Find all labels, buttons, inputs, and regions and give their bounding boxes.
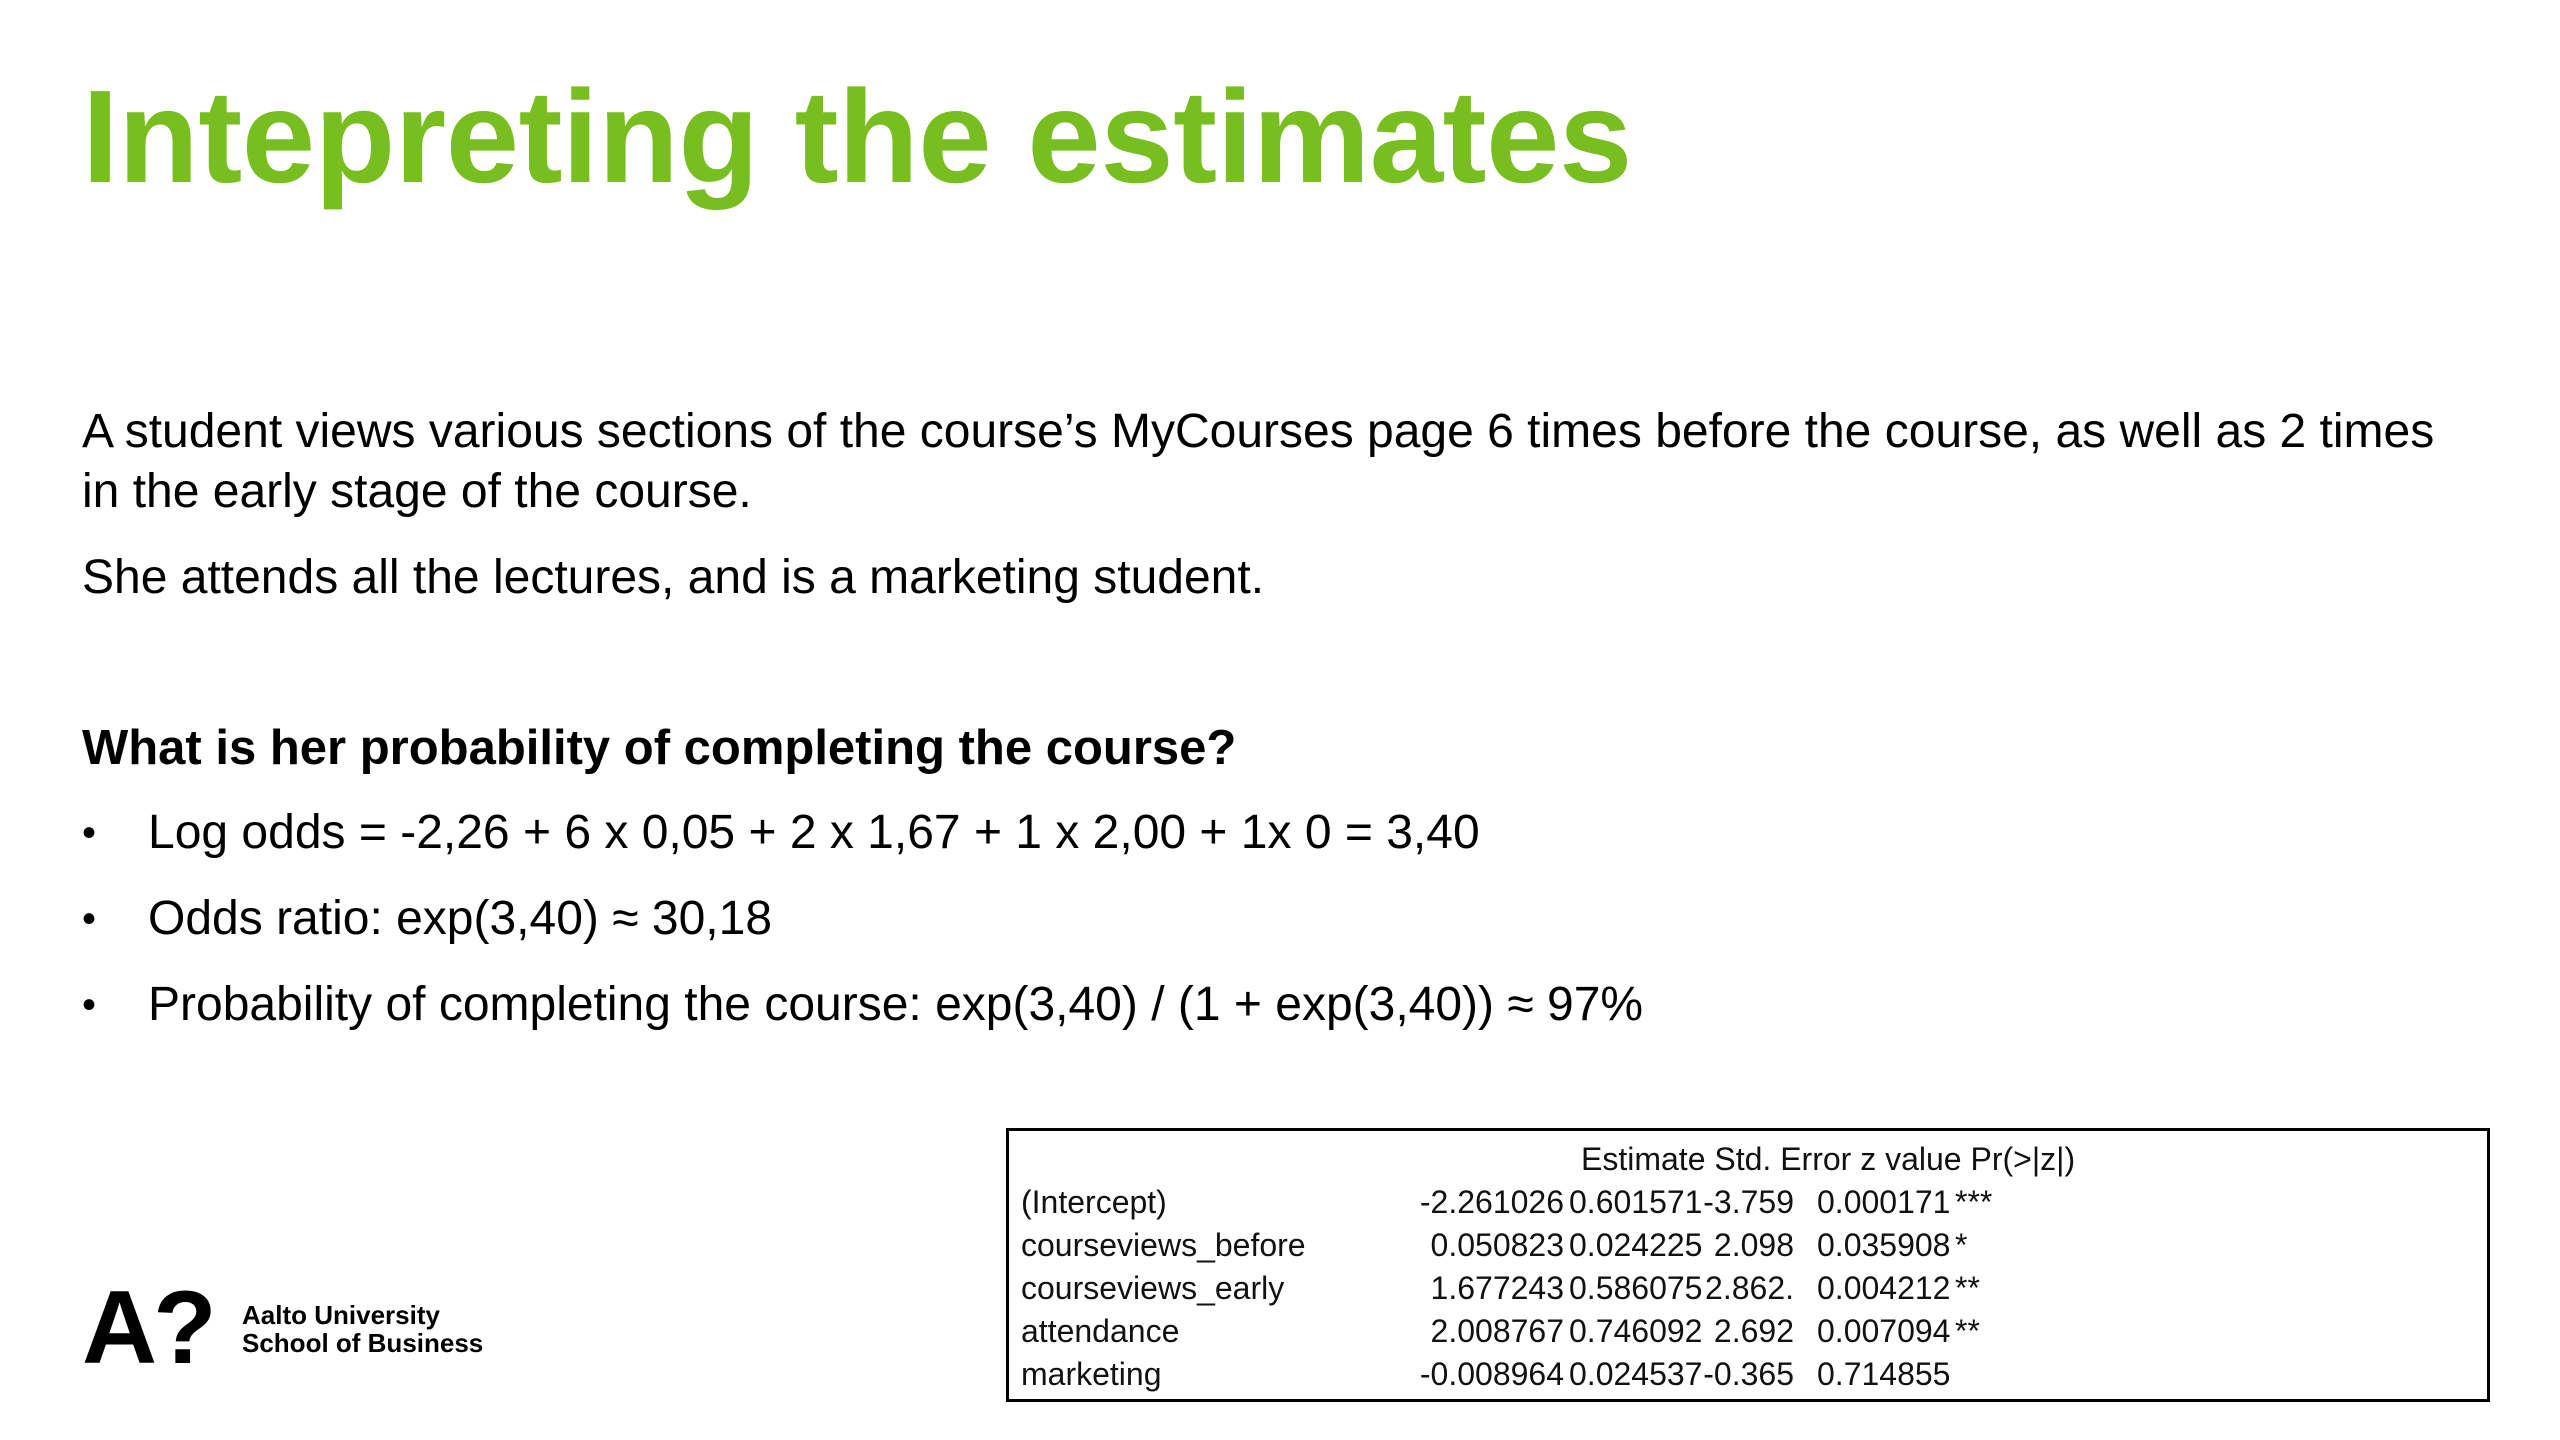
row-std-error: 0.024537 (1569, 1356, 1703, 1392)
scenario-paragraph: A student views various sections of the course’s MyCourses page 6 times before the course, as well as 2 times in the early stage of the course. (82, 405, 2435, 518)
row-z-value: -0.365 (1703, 1356, 1794, 1392)
row-z-value: 2.862. (1705, 1270, 1794, 1306)
slide-title: Intepreting the estimates (82, 63, 1632, 210)
row-significance: ** (1955, 1270, 1980, 1306)
row-estimate: 2.008767 (1430, 1313, 1564, 1349)
table-row (1009, 1224, 2487, 1267)
logo-wordmark (242, 1301, 483, 1357)
row-z-value: 2.098 (1713, 1227, 1794, 1263)
bullet-text: Odds ratio: exp(3,40) ≈ 30,18 (148, 892, 773, 945)
row-estimate: 0.050823 (1430, 1227, 1564, 1263)
row-significance: * (1955, 1227, 1968, 1263)
question-heading: What is her probability of completing the course? (82, 721, 1237, 775)
row-std-error: 0.024225 (1569, 1227, 1703, 1263)
row-p-value: 0.007094 (1817, 1313, 1951, 1349)
bullet-icon: • (82, 983, 97, 1027)
bullet-text: Probability of completing the course: exp(3,40) / (1 + exp(3,40)) ≈ 97% (148, 978, 1644, 1031)
row-name: courseviews_before (1021, 1227, 1306, 1263)
row-std-error: 0.601571 (1569, 1184, 1703, 1220)
bullet-icon: • (82, 897, 97, 941)
row-p-value: 0.000171 (1817, 1184, 1951, 1220)
aalto-logo (82, 1270, 542, 1386)
row-z-value: 2.692 (1713, 1313, 1794, 1349)
bullet-icon: • (82, 811, 97, 855)
row-name: courseviews_early (1021, 1270, 1285, 1306)
logo-mark-icon: A? (82, 1270, 213, 1386)
row-std-error: 0.586075 (1569, 1270, 1703, 1306)
row-name: (Intercept) (1021, 1184, 1167, 1220)
bullet-text: Log odds = -2,26 + 6 x 0,05 + 2 x 1,67 + 1 x 2,00 + 1x 0 = 3,40 (148, 806, 1480, 859)
table-row (1009, 1310, 2487, 1353)
logo-line-school: School of Business (242, 1328, 484, 1358)
regression-header: Estimate Std. Error z value Pr(>|z|) (1581, 1141, 2076, 1177)
row-p-value: 0.714855 (1817, 1356, 1951, 1392)
row-estimate: -2.261026 (1419, 1184, 1564, 1220)
logo-line-university: Aalto University (242, 1300, 440, 1330)
row-p-value: 0.035908 (1817, 1227, 1951, 1263)
regression-output-table (1006, 1128, 2490, 1402)
table-row (1009, 1181, 2487, 1224)
row-name: marketing (1021, 1356, 1162, 1392)
table-row (1009, 1267, 2487, 1310)
row-z-value: -3.759 (1703, 1184, 1794, 1220)
table-row (1009, 1353, 2487, 1396)
row-name: attendance (1021, 1313, 1180, 1349)
row-estimate: -0.008964 (1419, 1356, 1564, 1392)
row-std-error: 0.746092 (1569, 1313, 1703, 1349)
row-significance: ** (1955, 1313, 1980, 1349)
scenario-detail-paragraph: She attends all the lectures, and is a marketing student. (82, 551, 1265, 604)
row-p-value: 0.004212 (1817, 1270, 1951, 1306)
row-estimate: 1.677243 (1430, 1270, 1564, 1306)
row-significance: *** (1955, 1184, 1993, 1220)
